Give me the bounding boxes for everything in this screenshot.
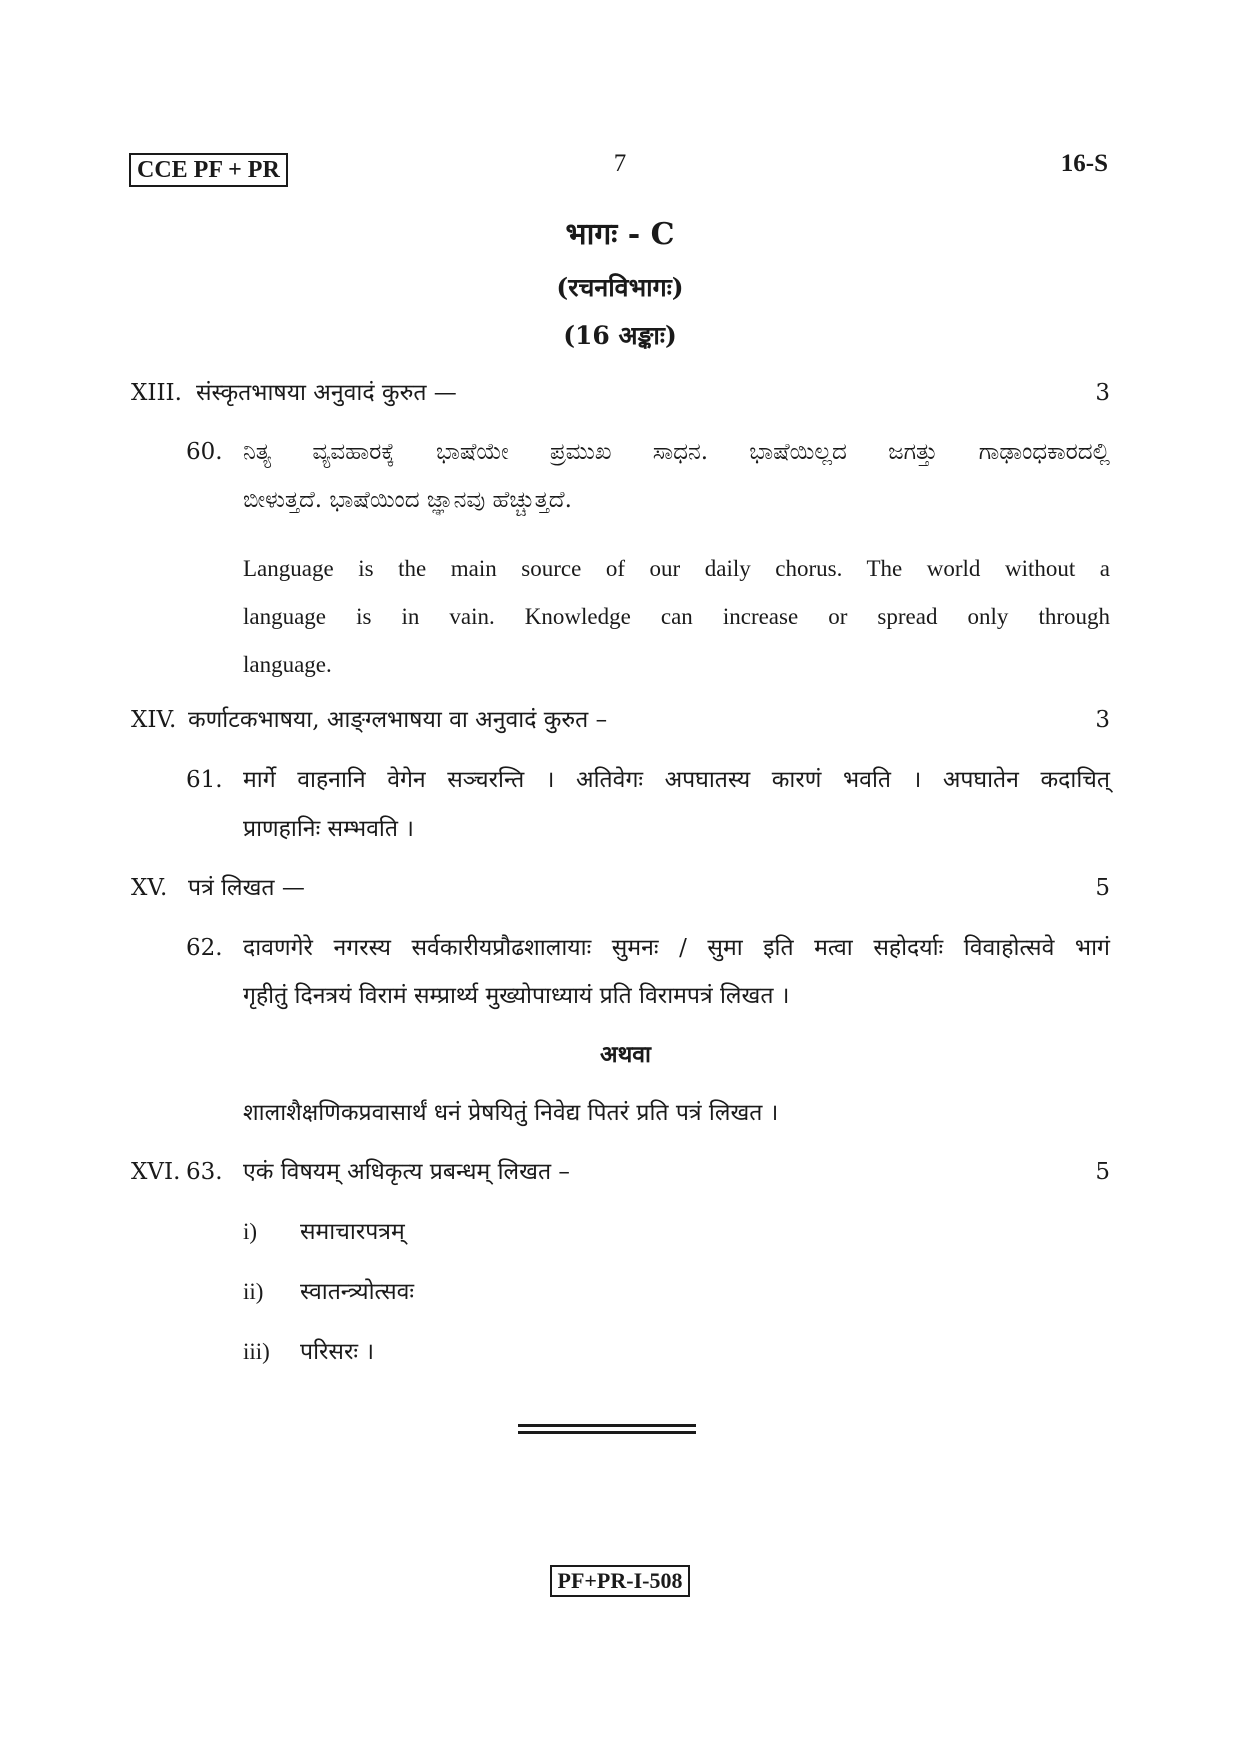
q13-instruction: संस्कृतभाषया अनुवादं कुरुत — [196, 380, 457, 406]
option-text: समाचारपत्रम् [300, 1219, 405, 1245]
q61-number: 61. [186, 767, 223, 793]
page-number: 7 [613, 150, 627, 177]
q16-marks: 5 [1095, 1159, 1110, 1185]
part-subtitle: (रचनविभागः) [556, 273, 684, 302]
q13-marks: 3 [1095, 380, 1110, 406]
q15-marks: 5 [1095, 875, 1110, 901]
option-label: iii) [243, 1339, 270, 1364]
header-left-code: CCE PF + PR [129, 153, 288, 187]
part-marks: (16 अङ्काः) [563, 321, 677, 350]
q14-instruction: कर्णाटकभाषया, आङ्ग्लभाषया वा अनुवादं कुरुत – [188, 707, 608, 733]
q62-number: 62. [186, 935, 223, 961]
q60-number: 60. [186, 439, 223, 465]
footer [0, 1565, 1240, 1597]
q15-instruction: पत्रं लिखत — [188, 875, 305, 901]
end-rule-bottom [518, 1431, 696, 1434]
q15-roman: XV. [131, 875, 168, 901]
q13-roman: XIII. [131, 380, 182, 406]
q61-line2: प्राणहानिः सम्भवति । [243, 816, 415, 842]
q62-line1: दावणगेरे नगरस्य सर्वकारीयप्रौढशालायाः सुमनः / सुमा इति मत्वा सहोदर्याः विवाहोत्सवे भागं [243, 935, 1110, 961]
option-label: ii) [243, 1279, 264, 1304]
option-label: i) [243, 1219, 258, 1244]
option-text: स्वातन्त्र्योत्सवः [300, 1279, 415, 1305]
q60-english-line2: language is in vain. Knowledge can increase or spread only through [243, 604, 1110, 629]
header-right-code: 16-S [1060, 150, 1108, 177]
q60-kannada-line2: ಬೀಳುತ್ತದೆ. ಭಾಷೆಯಿಂದ ಜ್ಞಾನವು ಹೆಚ್ಚುತ್ತದೆ. [243, 487, 572, 513]
end-rule-top [518, 1424, 696, 1427]
q14-marks: 3 [1095, 707, 1110, 733]
or-label: अथवा [600, 1041, 652, 1068]
q62-line2: गृहीतुं दिनत्रयं विरामं सम्प्रार्थ्य मुख्योपाध्यायं प्रति विरामपत्रं लिखत । [243, 983, 790, 1009]
part-title: भागः - C [565, 217, 675, 252]
option-text: परिसरः । [300, 1339, 375, 1365]
q63-number: 63. [186, 1159, 223, 1185]
q60-english-line3: language. [243, 652, 332, 677]
q60-english-line1: Language is the main source of our daily chorus. The world without a [243, 556, 1110, 581]
q60-kannada-line1: ನಿತ್ಯ ವ್ಯವಹಾರಕ್ಕೆ ಭಾಷೆಯೇ ಪ್ರಮುಖ ಸಾಧನ. ಭಾಷೆಯಿಲ್ಲದ ಜಗತ್ತು ಗಾಢಾಂಧಕಾರದಲ್ಲಿ [243, 439, 1110, 465]
q61-line1: मार्गे वाहनानि वेगेन सञ्चरन्ति । अतिवेगः अपघातस्य कारणं भवति । अपघातेन कदाचित् [243, 767, 1110, 793]
q16-instruction: एकं विषयम् अधिकृत्य प्रबन्धम् लिखत – [243, 1159, 570, 1185]
q14-roman: XIV. [131, 707, 177, 733]
footer-code: PF+PR-I-508 [550, 1565, 691, 1597]
q62-alt-line: शालाशैक्षणिकप्रवासार्थं धनं प्रेषयितुं निवेद्य पितरं प्रति पत्रं लिखत । [243, 1100, 779, 1126]
q16-roman: XVI. [131, 1159, 181, 1185]
